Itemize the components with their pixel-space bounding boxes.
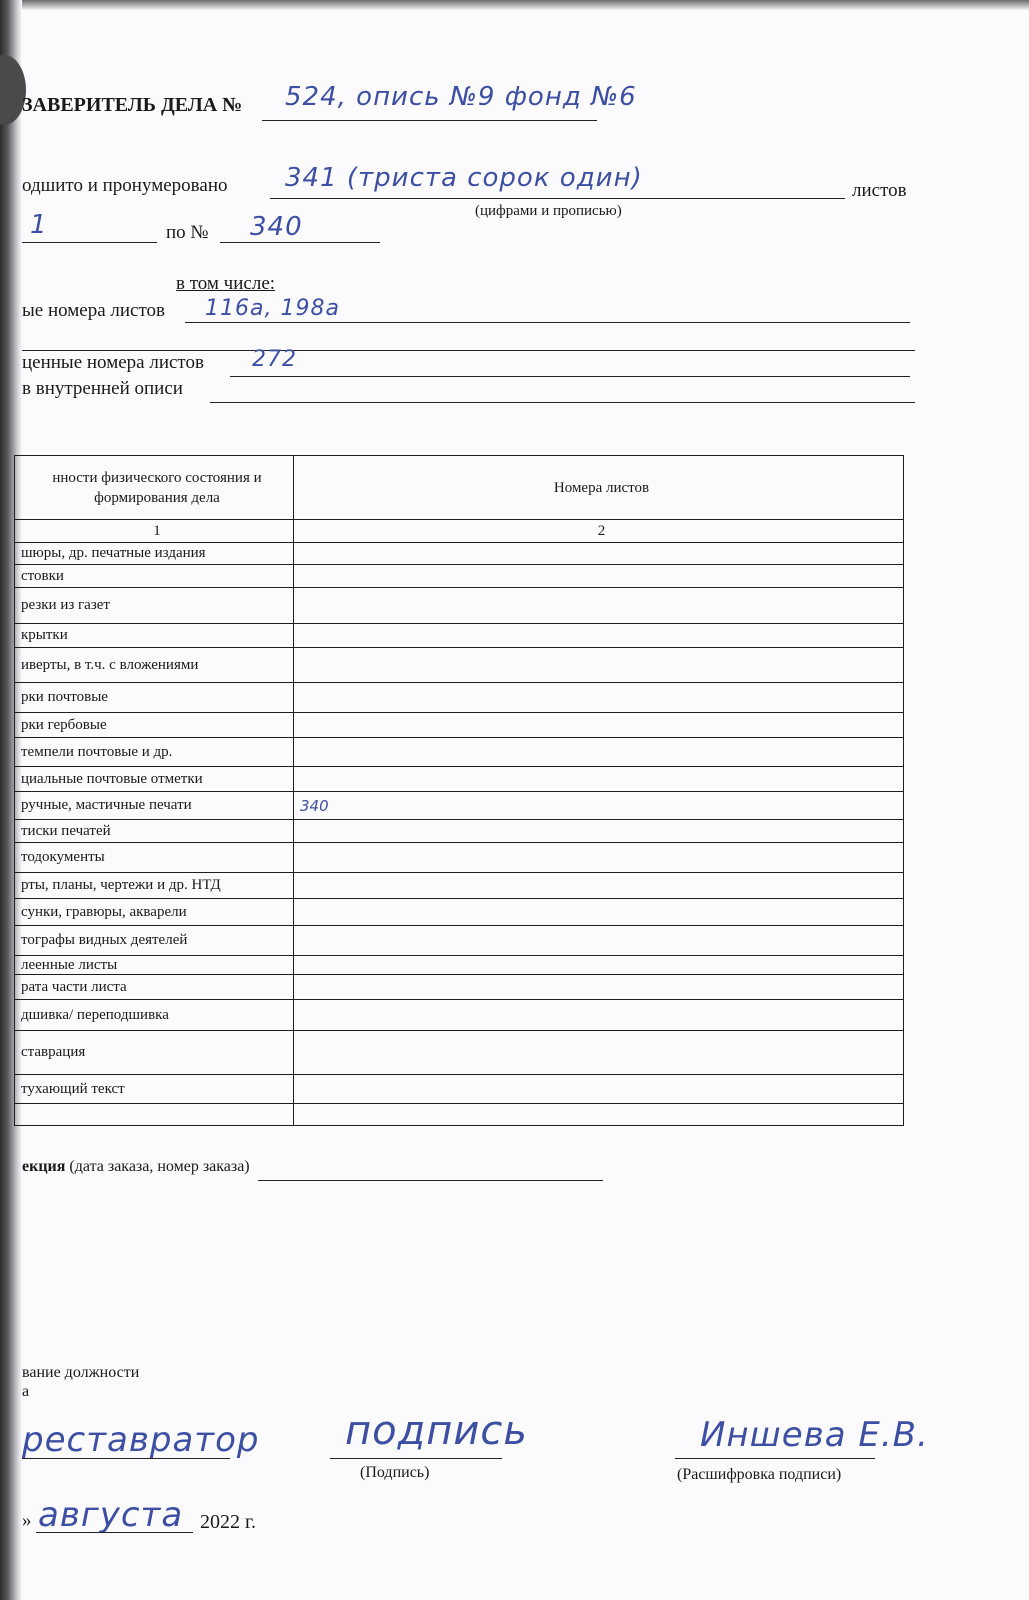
signature-hint: (Подпись): [360, 1464, 430, 1481]
missed-sheets-line: [230, 376, 910, 377]
col1-header: нности физического состояния и формирования дела: [15, 456, 294, 520]
order-label-rest: (дата заказа, номер заказа): [69, 1158, 250, 1175]
decode-line: [675, 1458, 875, 1459]
date-prefix: »: [22, 1510, 32, 1531]
row-value: [294, 648, 904, 683]
row-label: рата части листа: [15, 975, 294, 1000]
case-number-line: [262, 120, 597, 121]
table-row: [15, 624, 904, 648]
row-value: [294, 738, 904, 767]
row-label: стовки: [15, 565, 294, 588]
decode-handwritten: Иншева Е.В.: [700, 1415, 929, 1455]
row-label: циальные почтовые отметки: [15, 767, 294, 792]
date-line: [36, 1532, 193, 1533]
column-number-row: [15, 520, 904, 543]
table-row: [15, 956, 904, 975]
row-value: [294, 975, 904, 1000]
to-label: по №: [166, 222, 209, 243]
signature-line: [330, 1458, 502, 1459]
row-label: рки почтовые: [15, 683, 294, 713]
col1-number: 1: [15, 520, 294, 543]
row-value: [294, 1000, 904, 1031]
extra-line: [22, 350, 915, 351]
internal-inventory-label: в внутренней описи: [22, 378, 183, 399]
row-label: сунки, гравюры, акварели: [15, 899, 294, 926]
row-label: дшивка/ переподшивка: [15, 1000, 294, 1031]
row-value: [294, 956, 904, 975]
table-row: [15, 1031, 904, 1075]
row-value: [294, 683, 904, 713]
row-value: [294, 899, 904, 926]
row-label: тухающий текст: [15, 1075, 294, 1104]
table-row: [15, 565, 904, 588]
row-label: тиски печатей: [15, 820, 294, 843]
from-number-handwritten: 1: [30, 210, 48, 240]
row-value: [294, 543, 904, 565]
scan-top-edge: [0, 0, 1029, 10]
row-label: ручные, мастичные печати: [15, 792, 294, 820]
table-row: [15, 648, 904, 683]
letter-sheets-line: [185, 322, 910, 323]
table-row: [15, 588, 904, 624]
row-value: [294, 1104, 904, 1126]
row-label: тодокументы: [15, 843, 294, 873]
table-row: [15, 975, 904, 1000]
count-value-handwritten: 341 (триста сорок один): [285, 163, 643, 193]
row-value: [294, 873, 904, 899]
table-row: [15, 683, 904, 713]
count-hint: (цифрами и прописью): [475, 203, 622, 219]
row-label: ставрация: [15, 1031, 294, 1075]
table-header-row: [15, 456, 904, 520]
table-row: [15, 1104, 904, 1126]
row-value: [294, 1075, 904, 1104]
table-row: [15, 899, 904, 926]
internal-inventory-line: [210, 402, 915, 403]
letter-sheets-handwritten: 116а, 198а: [205, 296, 340, 321]
row-label: шюры, др. печатные издания: [15, 543, 294, 565]
order-label: [22, 1158, 250, 1176]
row-value: [294, 565, 904, 588]
table-row: [15, 873, 904, 899]
row-value: [294, 926, 904, 956]
count-line: [270, 198, 845, 199]
row-label: леенные листы: [15, 956, 294, 975]
document-title: ЗАВЕРИТЕЛЬ ДЕЛА №: [22, 94, 243, 116]
position-handwritten: реставратор: [22, 1420, 260, 1460]
to-number-handwritten: 340: [250, 212, 303, 242]
row-value: [294, 713, 904, 738]
missed-sheets-label: ценные номера листов: [22, 352, 204, 373]
row-value: [294, 820, 904, 843]
row-label: крытки: [15, 624, 294, 648]
row-value: 340: [294, 792, 904, 820]
position-label: вание должности: [22, 1364, 140, 1381]
including-label: в том числе:: [176, 273, 276, 294]
table-row: [15, 738, 904, 767]
row-label: резки из газет: [15, 588, 294, 624]
table-row: [15, 926, 904, 956]
position-label-2: а: [22, 1383, 30, 1400]
table-row: [15, 792, 904, 820]
count-suffix: листов: [852, 180, 907, 201]
row-value: [294, 1031, 904, 1075]
physical-state-table: [14, 455, 904, 1126]
case-number-handwritten: 524, опись №9 фонд №6: [285, 82, 637, 112]
row-value: [294, 843, 904, 873]
signature-handwritten: подпись: [345, 1408, 528, 1454]
to-line: [220, 242, 380, 243]
order-label-bold: екция: [22, 1158, 66, 1175]
position-line: [22, 1458, 230, 1459]
row-label: тографы видных деятелей: [15, 926, 294, 956]
row-value: [294, 624, 904, 648]
row-value: [294, 588, 904, 624]
missed-sheets-handwritten: 272: [252, 347, 297, 372]
table-row: [15, 820, 904, 843]
col2-number: 2: [294, 520, 904, 543]
order-line: [258, 1180, 603, 1181]
table-row: [15, 543, 904, 565]
row-label: [15, 1104, 294, 1126]
table-row: [15, 843, 904, 873]
decode-hint: (Расшифровка подписи): [677, 1466, 842, 1483]
from-line: [22, 242, 157, 243]
table-row: [15, 1075, 904, 1104]
row-label: рки гербовые: [15, 713, 294, 738]
table-row: [15, 767, 904, 792]
col2-header: Номера листов: [294, 456, 904, 520]
table-row: [15, 1000, 904, 1031]
row-label: рты, планы, чертежи и др. НТД: [15, 873, 294, 899]
count-label: одшито и пронумеровано: [22, 175, 228, 196]
row-value: [294, 767, 904, 792]
letter-sheets-label: ые номера листов: [22, 300, 166, 321]
date-year: 2022 г.: [200, 1511, 256, 1533]
row-label: иверты, в т.ч. с вложениями: [15, 648, 294, 683]
row-label: темпели почтовые и др.: [15, 738, 294, 767]
month-handwritten: августа: [38, 1495, 184, 1535]
table-row: [15, 713, 904, 738]
